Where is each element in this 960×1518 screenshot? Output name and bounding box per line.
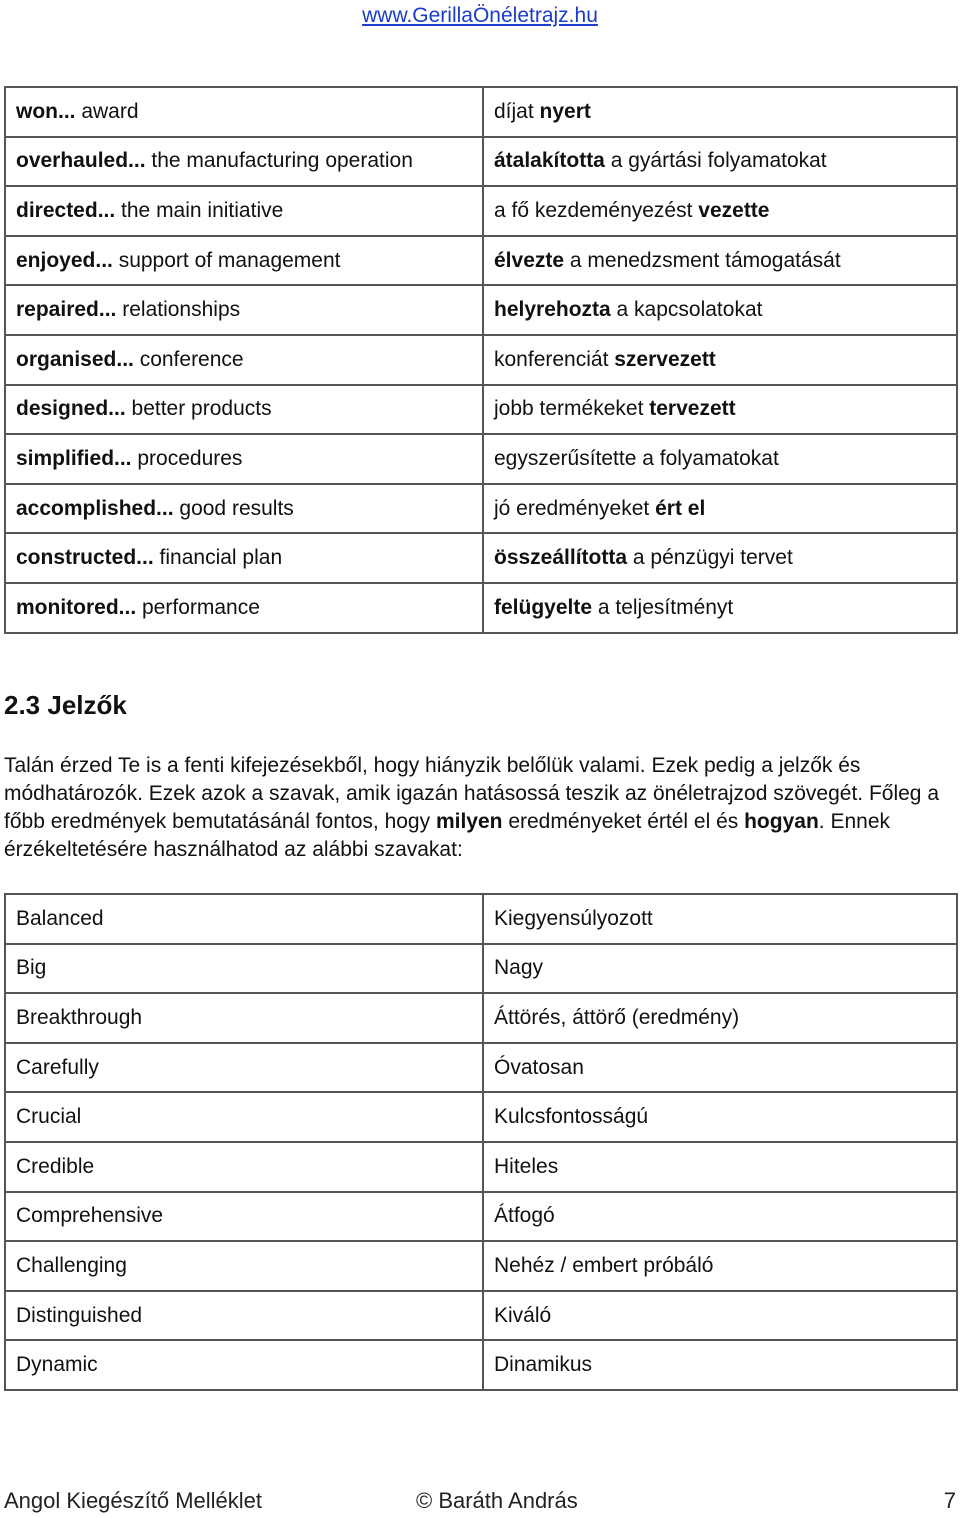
hungarian-cell: felügyelte a teljesítményt [483, 583, 957, 633]
english-cell: won... award [5, 87, 483, 137]
hungarian-cell: Dinamikus [483, 1340, 957, 1390]
english-cell: Distinguished [5, 1291, 483, 1341]
table-row [5, 1340, 957, 1390]
hungarian-cell: jó eredményeket ért el [483, 484, 957, 534]
hungarian-cell: átalakította a gyártási folyamatokat [483, 137, 957, 187]
footer-copyright: © Baráth András [416, 1488, 578, 1513]
english-cell: overhauled... the manufacturing operation [5, 137, 483, 187]
hungarian-cell: Kiegyensúlyozott [483, 894, 957, 944]
hungarian-cell: Kulcsfontosságú [483, 1092, 957, 1142]
english-cell: repaired... relationships [5, 285, 483, 335]
page-footer [4, 1488, 958, 1518]
english-cell: Crucial [5, 1092, 483, 1142]
english-cell: enjoyed... support of management [5, 236, 483, 286]
table-row [5, 434, 957, 484]
hungarian-cell: Nehéz / embert próbáló [483, 1241, 957, 1291]
english-cell: designed... better products [5, 385, 483, 435]
hungarian-cell: a fő kezdeményezést vezette [483, 186, 957, 236]
hungarian-cell: helyrehozta a kapcsolatokat [483, 285, 957, 335]
english-cell: Big [5, 944, 483, 994]
hungarian-cell: összeállította a pénzügyi tervet [483, 533, 957, 583]
site-link[interactable]: www.GerillaÖnéletrajz.hu [362, 4, 598, 27]
table-row [5, 894, 957, 944]
adjectives-table [4, 893, 958, 1391]
table-row [5, 186, 957, 236]
hungarian-cell: Hiteles [483, 1142, 957, 1192]
intro-paragraph: Talán érzed Te is a fenti kifejezésekből, hogy hiányzik belőlük valami. Ezek pedig a jelzők és módhatározók. Ezek azok a szavak, amik igazán hatásossá teszik az önéletrajzod szövegét. Főleg a főbb eredmények bemutatásánál fontos, hogy milyen eredményeket értél el és hogyan. Ennek érzékeltetésére használhatod az alábbi szavakat: [4, 754, 939, 861]
table-row [5, 533, 957, 583]
english-cell: directed... the main initiative [5, 186, 483, 236]
hungarian-cell: élvezte a menedzsment támogatását [483, 236, 957, 286]
table-row [5, 137, 957, 187]
table-row [5, 1092, 957, 1142]
footer-document-title: Angol Kiegészítő Melléklet [4, 1488, 263, 1513]
english-cell: Challenging [5, 1241, 483, 1291]
section-heading: 2.3 Jelzők [4, 690, 127, 720]
table-row [5, 385, 957, 435]
hungarian-cell: Kiváló [483, 1291, 957, 1341]
page-number: 7 [943, 1488, 956, 1513]
english-cell: Balanced [5, 894, 483, 944]
hungarian-cell: Nagy [483, 944, 957, 994]
hungarian-cell: Óvatosan [483, 1043, 957, 1093]
table-row [5, 583, 957, 633]
english-cell: organised... conference [5, 335, 483, 385]
hungarian-cell: egyszerűsítette a folyamatokat [483, 434, 957, 484]
table-row [5, 335, 957, 385]
english-cell: constructed... financial plan [5, 533, 483, 583]
table-row [5, 1142, 957, 1192]
table-row [5, 484, 957, 534]
english-cell: Credible [5, 1142, 483, 1192]
hungarian-cell: konferenciát szervezett [483, 335, 957, 385]
table-row [5, 236, 957, 286]
table-row [5, 1192, 957, 1242]
english-cell: Breakthrough [5, 993, 483, 1043]
hungarian-cell: Átfogó [483, 1192, 957, 1242]
english-cell: Comprehensive [5, 1192, 483, 1242]
table-row [5, 87, 957, 137]
table-row [5, 944, 957, 994]
table-row [5, 1241, 957, 1291]
table-row [5, 1043, 957, 1093]
table-row [5, 1291, 957, 1341]
hungarian-cell: díjat nyert [483, 87, 957, 137]
english-cell: Carefully [5, 1043, 483, 1093]
english-cell: monitored... performance [5, 583, 483, 633]
english-cell: Dynamic [5, 1340, 483, 1390]
hungarian-cell: Áttörés, áttörő (eredmény) [483, 993, 957, 1043]
english-cell: simplified... procedures [5, 434, 483, 484]
english-cell: accomplished... good results [5, 484, 483, 534]
verbs-table [4, 86, 958, 634]
hungarian-cell: jobb termékeket tervezett [483, 385, 957, 435]
table-row [5, 285, 957, 335]
table-row [5, 993, 957, 1043]
